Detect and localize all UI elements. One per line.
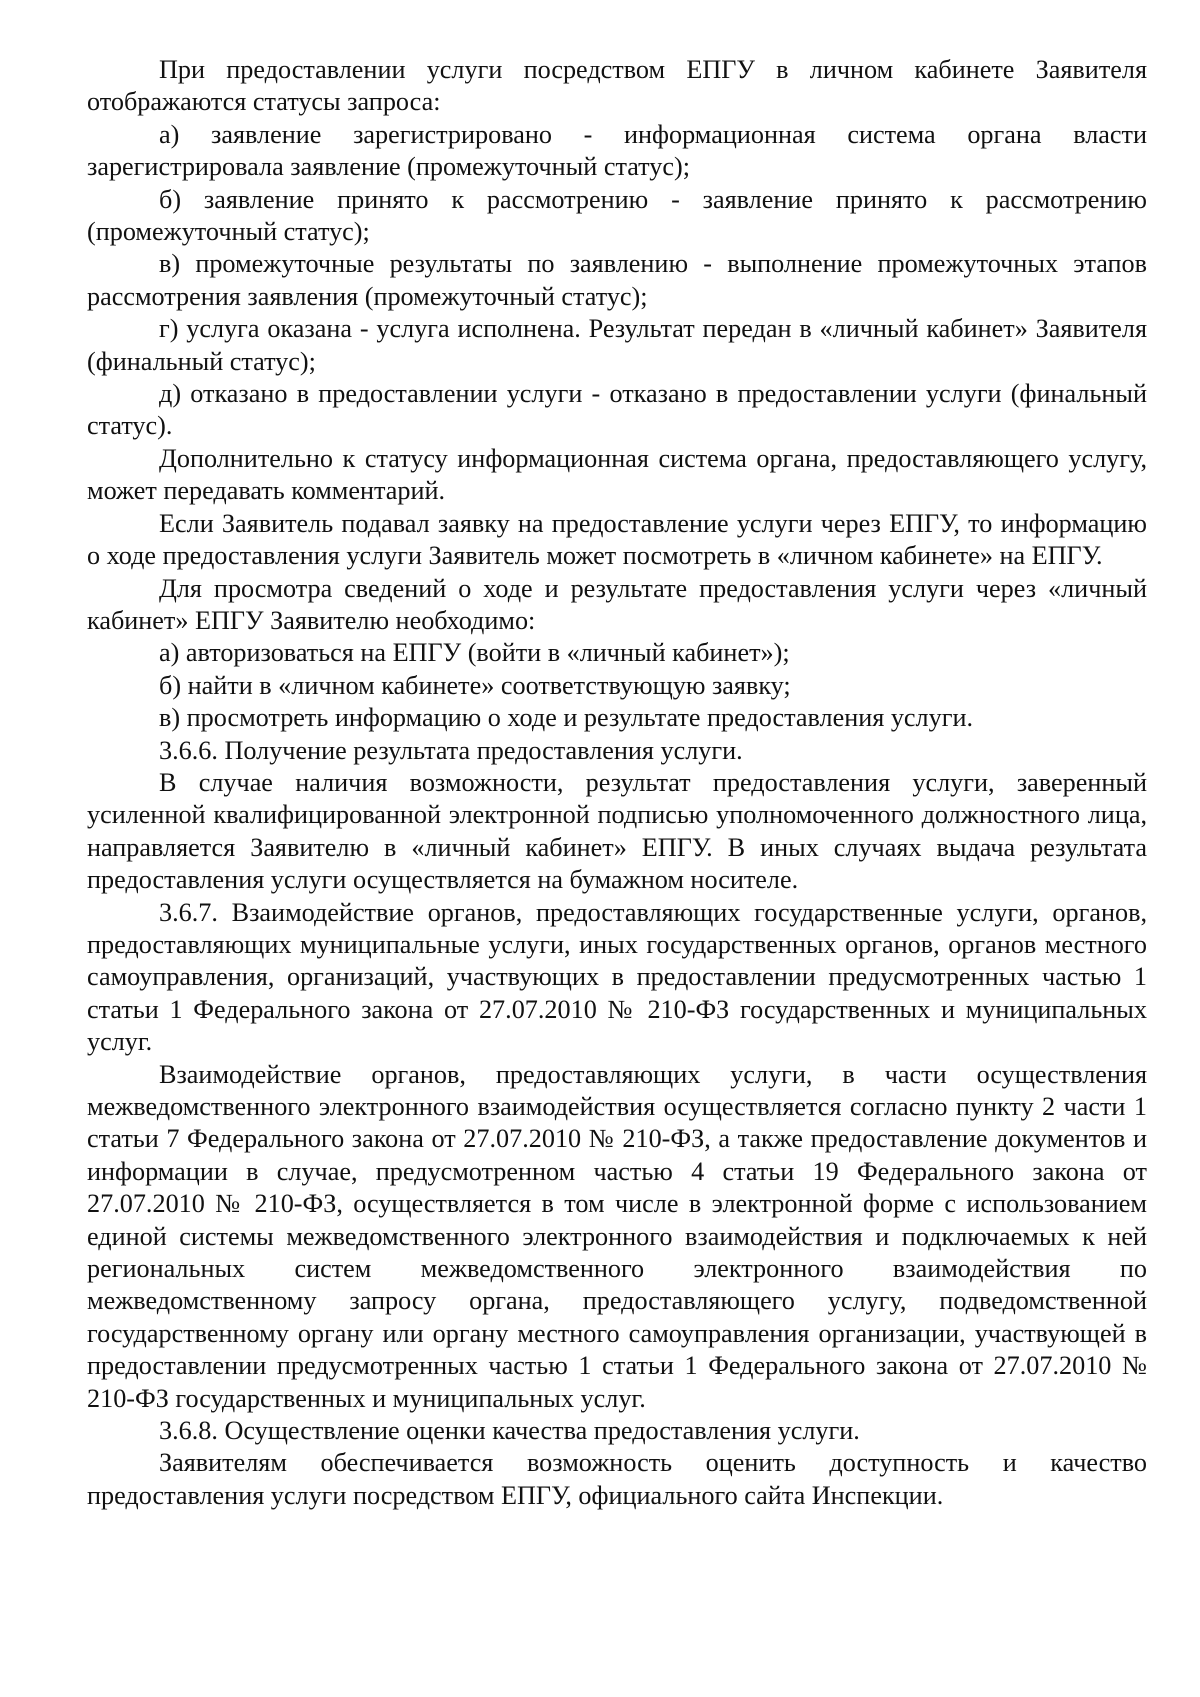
paragraph-view-steps-intro: Для просмотра сведений о ходе и результате предоставления услуги через «личный кабинет» ЕПГУ Заявителю необходимо: bbox=[87, 573, 1147, 635]
paragraph-result-delivery: В случае наличия возможности, результат предоставления услуги, заверенный усиленной квалифицированной электронной подписью уполномоченного должностного лица, направляется Заявителю в «личный кабинет» ЕПГУ. В иных случаях выдача результата предоставления услуги осуществляется на бумажном носителе. bbox=[87, 767, 1147, 895]
paragraph-comment: Дополнительно к статусу информационная система органа, предоставляющего услугу, может передавать комментарий. bbox=[87, 443, 1147, 506]
paragraph-personal-cabinet: Если Заявитель подавал заявку на предоставление услуги через ЕПГУ, то информацию о ходе предоставления услуги Заявитель может посмотреть в «личном кабинете» на ЕПГУ. bbox=[87, 508, 1147, 571]
paragraph-step-authorize: а) авторизоваться на ЕПГУ (войти в «личный кабинет»); bbox=[159, 638, 790, 668]
section-heading-3-6-8: 3.6.8. Осуществление оценки качества предоставления услуги. bbox=[159, 1416, 860, 1446]
paragraph-status-accepted: б) заявление принято к рассмотрению - заявление принято к рассмотрению (промежуточный статус); bbox=[87, 184, 1147, 247]
section-heading-3-6-6: 3.6.6. Получение результата предоставления услуги. bbox=[159, 735, 743, 765]
paragraph-status-intro: При предоставлении услуги посредством ЕПГУ в личном кабинете Заявителя отображаются статусы запроса: bbox=[87, 55, 1147, 117]
paragraph-interagency: Взаимодействие органов, предоставляющих услуги, в части осуществления межведомственного электронного взаимодействия осуществляется согласно пункту 2 части 1 статьи 7 Федерального закона от 27.07.2010 № 210-ФЗ, а также предоставление документов и информации в случае, предусмотренном частью 4 статьи 19 Федерального закона от 27.07.2010 № 210-ФЗ, осуществляется в том числе в электронной форме с использованием единой системы межведомственного электронного взаимодействия и подключаемых к ней региональных систем межведомственного электронного взаимодействия по межведомственному запросу органа, предоставляющего услугу, подведомственной государственному органу или органу местного самоуправления организации, участвующей в предоставлении предусмотренных частью 1 статьи 1 Федерального закона от 27.07.2010 № 210-ФЗ государственных и муниципальных услуг. bbox=[87, 1059, 1147, 1413]
paragraph-status-registered: а) заявление зарегистрировано - информационная система органа власти зарегистрировала заявление (промежуточный статус); bbox=[87, 119, 1147, 182]
paragraph-status-intermediate: в) промежуточные результаты по заявлению - выполнение промежуточных этапов рассмотрения заявления (промежуточный статус); bbox=[87, 249, 1147, 311]
document-page bbox=[87, 54, 1147, 1512]
section-heading-3-6-7: 3.6.7. Взаимодействие органов, предоставляющих государственные услуги, органов, предоставляющих муниципальные услуги, иных государственных органов, органов местного самоуправления, организаций, участвующих в предоставлении предусмотренных частью 1 статьи 1 Федерального закона от 27.07.2010 № 210-ФЗ государственных и муниципальных услуг. bbox=[87, 897, 1147, 1057]
paragraph-quality-assessment: Заявителям обеспечивается возможность оценить доступность и качество предоставления услуги посредством ЕПГУ, официального сайта Инспекции. bbox=[87, 1448, 1147, 1510]
paragraph-step-view: в) просмотреть информацию о ходе и результате предоставления услуги. bbox=[159, 703, 974, 733]
paragraph-status-refused: д) отказано в предоставлении услуги - отказано в предоставлении услуги (финальный статус). bbox=[87, 379, 1147, 441]
paragraph-step-find: б) найти в «личном кабинете» соответствующую заявку; bbox=[159, 670, 791, 700]
paragraph-status-rendered: г) услуга оказана - услуга исполнена. Результат передан в «личный кабинет» Заявителя (финальный статус); bbox=[87, 314, 1147, 376]
